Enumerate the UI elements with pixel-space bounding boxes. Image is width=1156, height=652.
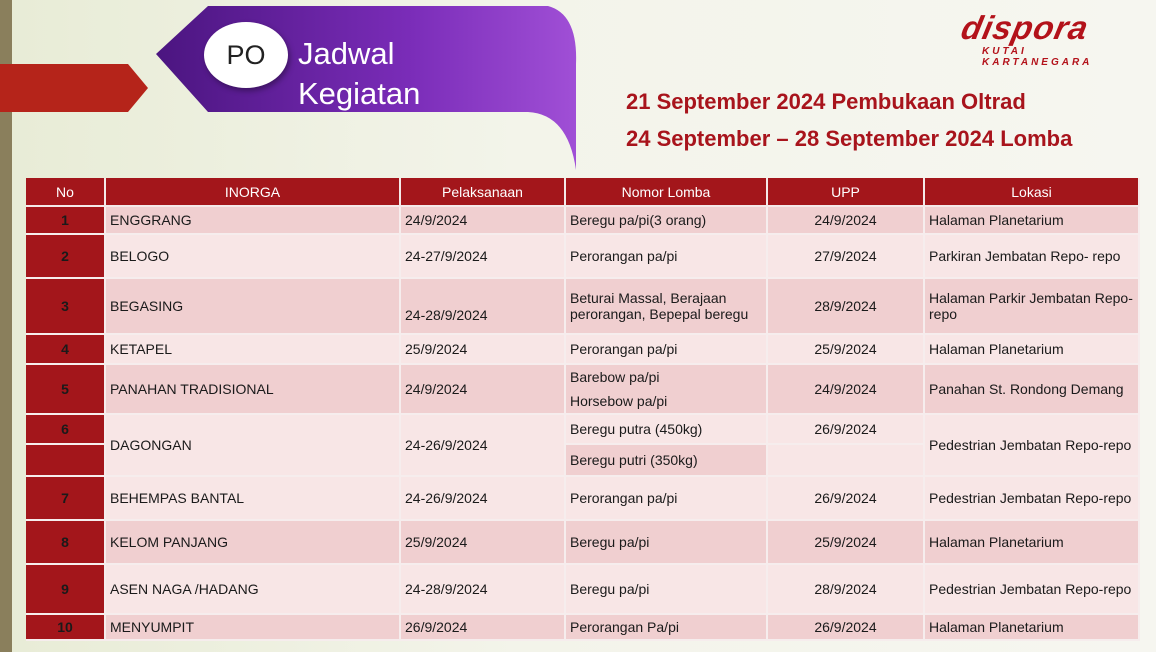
- cell-nomor-lomba: Perorangan Pa/pi: [566, 615, 768, 641]
- cell-pelaksanaan: 24-26/9/2024: [401, 477, 566, 521]
- cell-upp: 26/9/2024: [768, 415, 925, 445]
- nomor-lomba-line: Horsebow pa/pi: [570, 393, 668, 409]
- cell-nomor-lomba: Beregu pa/pi: [566, 565, 768, 615]
- cell-pelaksanaan: 24/9/2024: [401, 207, 566, 235]
- cell-lokasi: Halaman Planetarium: [925, 521, 1140, 565]
- table-row: [26, 279, 1140, 335]
- cell-no: 1: [26, 207, 106, 235]
- cell-inorga: BEHEMPAS BANTAL: [106, 477, 401, 521]
- cell-no: 7: [26, 477, 106, 521]
- cell-no: 3: [26, 279, 106, 335]
- cell-upp: 27/9/2024: [768, 235, 925, 279]
- cell-upp: 24/9/2024: [768, 207, 925, 235]
- cell-lokasi: Halaman Parkir Jembatan Repo- repo: [925, 279, 1140, 335]
- nomor-lomba-line: Barebow pa/pi: [570, 369, 660, 385]
- cell-lokasi: Halaman Planetarium: [925, 335, 1140, 365]
- cell-no: 6: [26, 415, 106, 445]
- cell-no-empty: [26, 445, 106, 477]
- competition-date-line: 24 September – 28 September 2024 Lomba: [626, 126, 1073, 151]
- logo-wordmark: dispora: [958, 9, 1093, 46]
- left-arrow-decoration: [0, 64, 148, 112]
- cell-no: 5: [26, 365, 106, 415]
- cell-no: 2: [26, 235, 106, 279]
- header-upp: UPP: [768, 178, 925, 207]
- header-lokasi: Lokasi: [925, 178, 1140, 207]
- cell-upp: 26/9/2024: [768, 615, 925, 641]
- cell-pelaksanaan: 24-28/9/2024: [401, 279, 566, 335]
- cell-nomor-lomba: Perorangan pa/pi: [566, 477, 768, 521]
- cell-inorga: KELOM PANJANG: [106, 521, 401, 565]
- cell-no: 4: [26, 335, 106, 365]
- cell-inorga: MENYUMPIT: [106, 615, 401, 641]
- cell-inorga: ASEN NAGA /HADANG: [106, 565, 401, 615]
- header-pelaksanaan: Pelaksanaan: [401, 178, 566, 207]
- cell-no: 8: [26, 521, 106, 565]
- logo-subtext: KUTAI KARTANEGARA: [982, 46, 1093, 68]
- cell-nomor-lomba: Beregu pa/pi: [566, 521, 768, 565]
- cell-upp: 26/9/2024: [768, 477, 925, 521]
- cell-inorga: ENGGRANG: [106, 207, 401, 235]
- cell-pelaksanaan: 24-26/9/2024: [401, 415, 566, 477]
- cell-no: 10: [26, 615, 106, 641]
- cell-inorga: KETAPEL: [106, 335, 401, 365]
- table-row: [26, 365, 1140, 415]
- table-row: [26, 521, 1140, 565]
- header-inorga: INORGA: [106, 178, 401, 207]
- cell-lokasi: Parkiran Jembatan Repo- repo: [925, 235, 1140, 279]
- cell-upp: 28/9/2024: [768, 279, 925, 335]
- cell-pelaksanaan: 25/9/2024: [401, 335, 566, 365]
- banner-title: [298, 34, 488, 114]
- table-row: [26, 207, 1140, 235]
- cell-inorga: BEGASING: [106, 279, 401, 335]
- cell-nomor-lomba: Perorangan pa/pi: [566, 235, 768, 279]
- cell-nomor-lomba: Perorangan pa/pi: [566, 335, 768, 365]
- header-no: No: [26, 178, 106, 207]
- table-row: [26, 335, 1140, 365]
- cell-pelaksanaan: 26/9/2024: [401, 615, 566, 641]
- cell-lokasi: Pedestrian Jembatan Repo-repo: [925, 477, 1140, 521]
- cell-pelaksanaan: 24-28/9/2024: [401, 565, 566, 615]
- cell-lokasi: Pedestrian Jembatan Repo-repo: [925, 415, 1140, 477]
- table-row: [26, 615, 1140, 641]
- opening-date-line: 21 September 2024 Pembukaan Oltrad: [626, 89, 1026, 114]
- banner-title-line1: Jadwal: [298, 36, 395, 71]
- cell-nomor-lomba: [566, 365, 768, 415]
- po-badge: PO: [204, 22, 288, 88]
- schedule-table: [26, 178, 1140, 641]
- cell-nomor-lomba: Beregu pa/pi(3 orang): [566, 207, 768, 235]
- cell-upp-empty: [768, 445, 925, 477]
- cell-nomor-lomba: Beregu putra (450kg): [566, 415, 768, 445]
- cell-pelaksanaan: 25/9/2024: [401, 521, 566, 565]
- cell-inorga: DAGONGAN: [106, 415, 401, 477]
- table-row: [26, 565, 1140, 615]
- header-nomor-lomba: Nomor Lomba: [566, 178, 768, 207]
- cell-inorga: PANAHAN TRADISIONAL: [106, 365, 401, 415]
- cell-pelaksanaan: 24-27/9/2024: [401, 235, 566, 279]
- table-row: [26, 415, 1140, 445]
- table-header-row: [26, 178, 1140, 207]
- cell-inorga: BELOGO: [106, 235, 401, 279]
- cell-pelaksanaan: 24/9/2024: [401, 365, 566, 415]
- cell-upp: 25/9/2024: [768, 335, 925, 365]
- cell-upp: 25/9/2024: [768, 521, 925, 565]
- cell-no: 9: [26, 565, 106, 615]
- cell-lokasi: Halaman Planetarium: [925, 615, 1140, 641]
- banner-title-line2: Kegiatan: [298, 76, 421, 111]
- cell-nomor-lomba: Beturai Massal, Berajaan perorangan, Bepepal beregu: [566, 279, 768, 335]
- cell-lokasi: Panahan St. Rondong Demang: [925, 365, 1140, 415]
- dispora-logo: [958, 9, 1142, 68]
- cell-nomor-lomba: Beregu putri (350kg): [566, 445, 768, 477]
- cell-lokasi: Halaman Planetarium: [925, 207, 1140, 235]
- cell-lokasi: Pedestrian Jembatan Repo-repo: [925, 565, 1140, 615]
- table-row: [26, 477, 1140, 521]
- cell-upp: 24/9/2024: [768, 365, 925, 415]
- table-row: [26, 235, 1140, 279]
- cell-upp: 28/9/2024: [768, 565, 925, 615]
